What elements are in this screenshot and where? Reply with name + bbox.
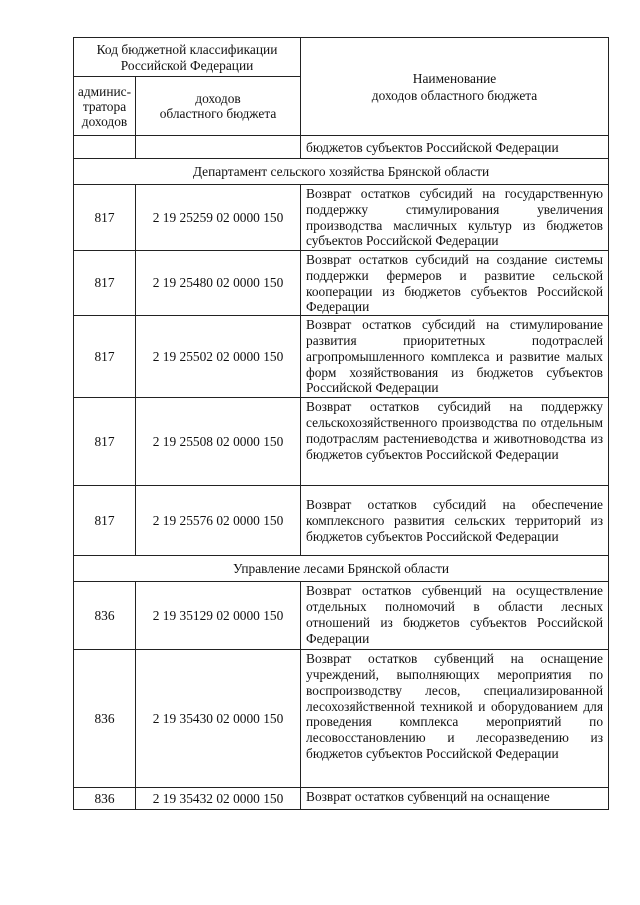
budget-classification-table [73,37,609,810]
income-name: Возврат остатков субсидий на создание системы поддержки фермеров и развитие сельской кооперации из бюджетов субъектов Российской Федерации [301,251,609,316]
income-name: Возврат остатков субсидий на государственную поддержку стимулирования увеличения производства масличных культур из бюджетов субъектов Российской Федерации [301,185,609,251]
income-name: Возврат остатков субвенций на оснащение учреждений, выполняющих мероприятия по воспроизводству лесов, специализированной лесохозяйственной техникой и оборудованием для проведения комплекса мероприятий по лесовосстановлению и лесоразведению из бюджетов субъектов Российской Федерации [301,650,609,788]
income-name: Возврат остатков субвенций на осуществление отдельных полномочий в области лесных отношений из бюджетов субъектов Российской Федерации [301,582,609,650]
header-administrator: админис- тратора доходов [74,77,136,136]
section-header-row [74,159,609,185]
income-code: 2 19 35432 02 0000 150 [136,788,301,810]
admin-code: 836 [74,788,136,810]
admin-code: 817 [74,185,136,251]
table-row [74,650,609,788]
table-header-row [74,38,609,77]
admin-code: 817 [74,251,136,316]
income-code: 2 19 25480 02 0000 150 [136,251,301,316]
admin-code: 817 [74,316,136,398]
income-name: Возврат остатков субвенций на оснащение [301,788,609,810]
table-row [74,486,609,556]
header-income-code: доходов областного бюджета [136,77,301,136]
table-row [74,185,609,251]
table-row [74,582,609,650]
income-code: 2 19 25576 02 0000 150 [136,486,301,556]
admin-code: 817 [74,398,136,486]
header-income-name: Наименование доходов областного бюджета [301,38,609,136]
income-code: 2 19 25259 02 0000 150 [136,185,301,251]
section-header-row [74,556,609,582]
table-row [74,251,609,316]
income-code: 2 19 35129 02 0000 150 [136,582,301,650]
income-code: 2 19 35430 02 0000 150 [136,650,301,788]
income-name: Возврат остатков субсидий на стимулирование развития приоритетных подотраслей агропромышленного комплекса и развитие малых форм хозяйствования из бюджетов субъектов Российской Федерации [301,316,609,398]
income-code: 2 19 25502 02 0000 150 [136,316,301,398]
section-title: Управление лесами Брянской области [74,556,609,582]
income-name: Возврат остатков субсидий на обеспечение комплексного развития сельских территорий из бюджетов субъектов Российской Федерации [301,486,609,556]
table-row [74,316,609,398]
table-row [74,398,609,486]
admin-code: 836 [74,650,136,788]
section-title: Департамент сельского хозяйства Брянской области [74,159,609,185]
header-classification-code: Код бюджетной классификации Российской Федерации [74,38,301,77]
continuation-row [74,136,609,159]
continuation-text: бюджетов субъектов Российской Федерации [301,136,609,159]
income-code: 2 19 25508 02 0000 150 [136,398,301,486]
table-row [74,788,609,810]
admin-code: 817 [74,486,136,556]
admin-code: 836 [74,582,136,650]
income-name: Возврат остатков субсидий на поддержку сельскохозяйственного производства по отдельным подотраслям растениеводства и животноводства из бюджетов субъектов Российской Федерации [301,398,609,486]
